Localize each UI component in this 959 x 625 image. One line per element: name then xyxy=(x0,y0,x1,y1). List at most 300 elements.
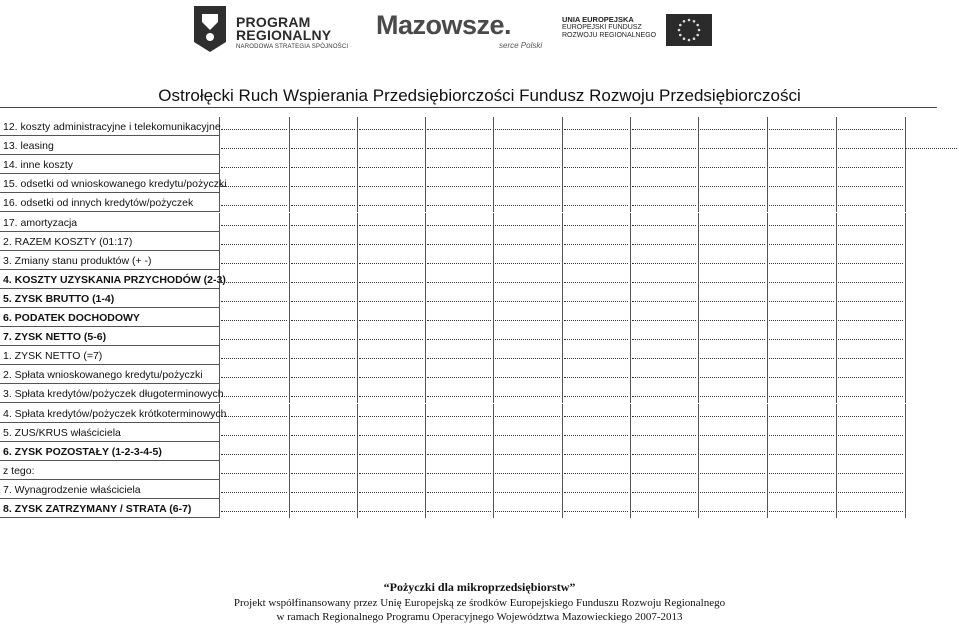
fill-in-cell[interactable] xyxy=(221,225,287,226)
column-divider xyxy=(562,404,563,423)
column-divider xyxy=(767,289,768,308)
fill-in-cell[interactable] xyxy=(769,205,834,206)
column-divider xyxy=(357,117,358,136)
fill-in-cell[interactable] xyxy=(359,186,423,187)
fill-in-cell[interactable] xyxy=(291,301,355,302)
fill-in-cell[interactable] xyxy=(427,167,491,168)
fill-in-cell[interactable] xyxy=(291,454,355,455)
fill-in-cell[interactable] xyxy=(427,511,491,512)
fill-in-cell[interactable] xyxy=(495,454,560,455)
fill-in-cell[interactable] xyxy=(564,263,628,264)
fill-in-cell[interactable] xyxy=(838,282,903,283)
column-divider xyxy=(836,174,837,193)
fill-in-cell[interactable] xyxy=(495,492,560,493)
fill-in-cell[interactable] xyxy=(291,320,355,321)
fill-in-cell[interactable] xyxy=(838,205,903,206)
fill-in-cell[interactable] xyxy=(700,282,765,283)
fill-in-cell[interactable] xyxy=(221,129,287,130)
fill-in-cell[interactable] xyxy=(838,396,903,397)
fill-in-cell[interactable] xyxy=(632,416,696,417)
fill-in-cell[interactable] xyxy=(769,339,834,340)
fill-in-cell[interactable] xyxy=(291,186,355,187)
fill-in-cell[interactable] xyxy=(838,435,903,436)
fill-in-cell[interactable] xyxy=(495,358,560,359)
fill-in-cell[interactable] xyxy=(769,435,834,436)
column-divider xyxy=(493,499,494,518)
program-regionalny-subtitle: NARODOWA STRATEGIA SPÓJNOŚCI xyxy=(236,44,349,50)
fill-in-cell[interactable] xyxy=(495,320,560,321)
fill-in-cell[interactable] xyxy=(221,282,287,283)
fill-in-cell[interactable] xyxy=(291,358,355,359)
fill-in-cell[interactable] xyxy=(221,301,287,302)
column-divider xyxy=(425,384,426,403)
column-divider xyxy=(767,174,768,193)
row-label: 3. Zmiany stanu produktów (+ -) xyxy=(3,254,152,267)
fill-in-cell[interactable] xyxy=(564,377,628,378)
fill-in-cell[interactable] xyxy=(838,377,903,378)
fill-in-cell[interactable] xyxy=(769,167,834,168)
fill-in-cell[interactable] xyxy=(427,492,491,493)
fill-in-cell[interactable] xyxy=(291,244,355,245)
mazowsze-tagline: serce Polski xyxy=(499,41,543,50)
fill-in-cell[interactable] xyxy=(632,396,696,397)
column-divider xyxy=(289,174,290,193)
fill-in-cell[interactable] xyxy=(700,416,765,417)
fill-in-cell[interactable] xyxy=(700,511,765,512)
fill-in-cell[interactable] xyxy=(700,263,765,264)
fill-in-cell[interactable] xyxy=(221,339,287,340)
column-divider xyxy=(562,346,563,365)
row-label: 2. Spłata wnioskowanego kredytu/pożyczki xyxy=(3,369,203,382)
fill-in-cell[interactable] xyxy=(632,129,696,130)
row-label: 4. KOSZTY UZYSKANIA PRZYCHODÓW (2-3) xyxy=(3,273,226,286)
fill-in-cell[interactable] xyxy=(291,435,355,436)
fill-in-cell[interactable] xyxy=(291,377,355,378)
fill-in-cell[interactable] xyxy=(495,435,560,436)
fill-in-cell[interactable] xyxy=(495,167,560,168)
fill-in-cell[interactable] xyxy=(291,225,355,226)
fill-in-cell[interactable] xyxy=(838,511,903,512)
column-divider xyxy=(630,136,631,155)
fill-in-cell[interactable] xyxy=(427,454,491,455)
fill-in-cell[interactable] xyxy=(291,167,355,168)
fill-in-cell[interactable] xyxy=(427,377,491,378)
column-divider xyxy=(905,174,906,193)
fill-in-cell[interactable] xyxy=(838,473,903,474)
column-divider xyxy=(425,117,426,136)
fill-in-cell[interactable] xyxy=(700,454,765,455)
row-label: 4. Spłata kredytów/pożyczek krótkoterminowych xyxy=(3,407,227,420)
fill-in-cell[interactable] xyxy=(359,244,423,245)
column-divider xyxy=(289,346,290,365)
fill-in-cell[interactable] xyxy=(359,416,423,417)
fill-in-cell[interactable] xyxy=(564,205,628,206)
table-row xyxy=(0,232,905,251)
fill-in-cell[interactable] xyxy=(359,396,423,397)
fill-in-cell[interactable] xyxy=(359,358,423,359)
column-divider xyxy=(836,461,837,480)
column-divider xyxy=(289,499,290,518)
fill-in-cell[interactable] xyxy=(769,148,834,149)
fill-in-cell[interactable] xyxy=(564,473,628,474)
column-divider xyxy=(698,499,699,518)
column-divider xyxy=(357,136,358,155)
column-divider xyxy=(562,365,563,384)
fill-in-cell[interactable] xyxy=(838,320,903,321)
fill-in-cell[interactable] xyxy=(632,167,696,168)
fill-in-cell[interactable] xyxy=(495,244,560,245)
fill-in-cell[interactable] xyxy=(359,301,423,302)
fill-in-cell[interactable] xyxy=(769,416,834,417)
fill-in-cell[interactable] xyxy=(495,396,560,397)
fill-in-cell[interactable] xyxy=(564,435,628,436)
fill-in-cell[interactable] xyxy=(495,339,560,340)
fill-in-cell[interactable] xyxy=(632,377,696,378)
fill-in-cell[interactable] xyxy=(221,511,287,512)
fill-in-cell[interactable] xyxy=(632,205,696,206)
fill-in-cell[interactable] xyxy=(359,435,423,436)
fill-in-cell[interactable] xyxy=(700,225,765,226)
fill-in-cell[interactable] xyxy=(564,320,628,321)
fill-in-cell[interactable] xyxy=(221,263,287,264)
column-divider xyxy=(630,442,631,461)
table-row xyxy=(0,499,905,518)
fill-in-cell[interactable] xyxy=(700,148,765,149)
column-divider xyxy=(630,117,631,136)
fill-in-cell[interactable] xyxy=(495,282,560,283)
fill-in-cell[interactable] xyxy=(221,358,287,359)
fill-in-cell[interactable] xyxy=(291,511,355,512)
fill-in-cell[interactable] xyxy=(221,492,287,493)
fill-in-cell[interactable] xyxy=(564,148,628,149)
fill-in-cell[interactable] xyxy=(700,377,765,378)
fill-in-cell[interactable] xyxy=(769,244,834,245)
fill-in-cell[interactable] xyxy=(700,492,765,493)
fill-in-cell[interactable] xyxy=(700,186,765,187)
column-divider xyxy=(630,270,631,289)
overflow-fill-in-cell[interactable] xyxy=(905,148,957,149)
fill-in-cell[interactable] xyxy=(632,492,696,493)
fill-in-cell[interactable] xyxy=(632,511,696,512)
fill-in-cell[interactable] xyxy=(427,416,491,417)
fill-in-cell[interactable] xyxy=(221,205,287,206)
column-divider xyxy=(836,442,837,461)
column-divider xyxy=(905,117,906,136)
column-divider xyxy=(562,136,563,155)
column-divider xyxy=(562,327,563,346)
fill-in-cell[interactable] xyxy=(291,148,355,149)
column-divider xyxy=(836,404,837,423)
fill-in-cell[interactable] xyxy=(564,416,628,417)
column-divider xyxy=(767,270,768,289)
fill-in-cell[interactable] xyxy=(359,205,423,206)
column-divider xyxy=(698,423,699,442)
fill-in-cell[interactable] xyxy=(221,454,287,455)
row-label: 7. ZYSK NETTO (5-6) xyxy=(3,331,107,344)
fill-in-cell[interactable] xyxy=(427,339,491,340)
fill-in-cell[interactable] xyxy=(769,377,834,378)
fill-in-cell[interactable] xyxy=(221,416,287,417)
row-label: 13. leasing xyxy=(3,140,54,153)
table-row xyxy=(0,155,905,174)
fill-in-cell[interactable] xyxy=(291,205,355,206)
fill-in-cell[interactable] xyxy=(427,186,491,187)
column-divider xyxy=(425,346,426,365)
fill-in-cell[interactable] xyxy=(221,473,287,474)
fill-in-cell[interactable] xyxy=(838,129,903,130)
column-divider xyxy=(767,442,768,461)
fill-in-cell[interactable] xyxy=(564,454,628,455)
fill-in-cell[interactable] xyxy=(700,129,765,130)
fill-in-cell[interactable] xyxy=(427,205,491,206)
fill-in-cell[interactable] xyxy=(495,301,560,302)
fill-in-cell[interactable] xyxy=(359,454,423,455)
fill-in-cell[interactable] xyxy=(769,454,834,455)
row-label: 1. ZYSK NETTO (=7) xyxy=(3,350,103,363)
fill-in-cell[interactable] xyxy=(427,282,491,283)
fill-in-cell[interactable] xyxy=(769,358,834,359)
fill-in-cell[interactable] xyxy=(359,511,423,512)
fill-in-cell[interactable] xyxy=(221,396,287,397)
fill-in-cell[interactable] xyxy=(221,320,287,321)
fill-in-cell[interactable] xyxy=(564,511,628,512)
fill-in-cell[interactable] xyxy=(221,186,287,187)
fill-in-cell[interactable] xyxy=(838,167,903,168)
column-divider xyxy=(425,174,426,193)
fill-in-cell[interactable] xyxy=(632,186,696,187)
fill-in-cell[interactable] xyxy=(359,263,423,264)
fill-in-cell[interactable] xyxy=(769,282,834,283)
fill-in-cell[interactable] xyxy=(700,396,765,397)
column-divider xyxy=(357,442,358,461)
fill-in-cell[interactable] xyxy=(221,167,287,168)
fill-in-cell[interactable] xyxy=(221,148,287,149)
column-divider xyxy=(905,480,906,499)
fill-in-cell[interactable] xyxy=(838,339,903,340)
fill-in-cell[interactable] xyxy=(769,320,834,321)
fill-in-cell[interactable] xyxy=(632,244,696,245)
fill-in-cell[interactable] xyxy=(291,339,355,340)
column-divider xyxy=(836,270,837,289)
table-row xyxy=(0,442,905,461)
fill-in-cell[interactable] xyxy=(769,511,834,512)
fill-in-cell[interactable] xyxy=(221,377,287,378)
fill-in-cell[interactable] xyxy=(769,225,834,226)
fill-in-cell[interactable] xyxy=(700,358,765,359)
row-label: 15. odsetki od wnioskowanego kredytu/pożyczki xyxy=(3,178,227,191)
fill-in-cell[interactable] xyxy=(427,244,491,245)
column-divider xyxy=(289,193,290,212)
column-divider xyxy=(630,213,631,232)
fill-in-cell[interactable] xyxy=(632,339,696,340)
fill-in-cell[interactable] xyxy=(700,435,765,436)
fill-in-cell[interactable] xyxy=(838,301,903,302)
fill-in-cell[interactable] xyxy=(564,167,628,168)
fill-in-cell[interactable] xyxy=(427,148,491,149)
row-label: z tego: xyxy=(3,464,35,477)
fill-in-cell[interactable] xyxy=(359,129,423,130)
fill-in-cell[interactable] xyxy=(359,282,423,283)
fill-in-cell[interactable] xyxy=(291,263,355,264)
footer-cofinancing-note: Projekt współfinansowany przez Unię Europejską ze środków Europejskiego Funduszu Rozwoju Regionalnego xyxy=(233,597,726,609)
fill-in-cell[interactable] xyxy=(564,358,628,359)
fill-in-cell[interactable] xyxy=(700,301,765,302)
column-divider xyxy=(630,461,631,480)
column-divider xyxy=(836,423,837,442)
fill-in-cell[interactable] xyxy=(838,358,903,359)
fill-in-cell[interactable] xyxy=(359,148,423,149)
column-divider xyxy=(698,117,699,136)
fill-in-cell[interactable] xyxy=(769,263,834,264)
fill-in-cell[interactable] xyxy=(838,416,903,417)
column-divider xyxy=(698,251,699,270)
fill-in-cell[interactable] xyxy=(632,282,696,283)
column-divider xyxy=(836,117,837,136)
fill-in-cell[interactable] xyxy=(838,492,903,493)
fill-in-cell[interactable] xyxy=(632,148,696,149)
footer-program-note: w ramach Regionalnego Programu Operacyjnego Województwa Mazowieckiego 2007-2013 xyxy=(276,611,683,623)
fill-in-cell[interactable] xyxy=(838,186,903,187)
column-divider xyxy=(905,251,906,270)
fill-in-cell[interactable] xyxy=(769,492,834,493)
fill-in-cell[interactable] xyxy=(632,301,696,302)
fill-in-cell[interactable] xyxy=(495,186,560,187)
fill-in-cell[interactable] xyxy=(564,186,628,187)
fill-in-cell[interactable] xyxy=(291,492,355,493)
fill-in-cell[interactable] xyxy=(359,320,423,321)
column-divider xyxy=(698,289,699,308)
fill-in-cell[interactable] xyxy=(700,244,765,245)
fill-in-cell[interactable] xyxy=(221,435,287,436)
column-divider xyxy=(836,193,837,212)
column-divider xyxy=(698,327,699,346)
column-divider xyxy=(836,289,837,308)
fill-in-cell[interactable] xyxy=(291,282,355,283)
fill-in-cell[interactable] xyxy=(427,263,491,264)
fill-in-cell[interactable] xyxy=(564,396,628,397)
fill-in-cell[interactable] xyxy=(359,473,423,474)
fill-in-cell[interactable] xyxy=(700,167,765,168)
fill-in-cell[interactable] xyxy=(769,473,834,474)
fill-in-cell[interactable] xyxy=(838,148,903,149)
eu-logo-text: UNIA EUROPEJSKA EUROPEJSKI FUNDUSZ ROZWOJU REGIONALNEGO xyxy=(562,15,657,39)
column-divider xyxy=(425,365,426,384)
fill-in-cell[interactable] xyxy=(291,129,355,130)
fill-in-cell[interactable] xyxy=(769,186,834,187)
fill-in-cell[interactable] xyxy=(564,282,628,283)
column-divider xyxy=(289,423,290,442)
column-divider xyxy=(562,155,563,174)
column-divider xyxy=(357,404,358,423)
fill-in-cell[interactable] xyxy=(427,129,491,130)
fill-in-cell[interactable] xyxy=(495,263,560,264)
column-divider xyxy=(698,174,699,193)
fill-in-cell[interactable] xyxy=(495,205,560,206)
column-divider xyxy=(289,308,290,327)
fill-in-cell[interactable] xyxy=(564,129,628,130)
fill-in-cell[interactable] xyxy=(221,244,287,245)
fill-in-cell[interactable] xyxy=(359,167,423,168)
column-divider xyxy=(698,480,699,499)
fill-in-cell[interactable] xyxy=(769,301,834,302)
fill-in-cell[interactable] xyxy=(291,396,355,397)
fill-in-cell[interactable] xyxy=(632,225,696,226)
column-divider xyxy=(425,289,426,308)
fill-in-cell[interactable] xyxy=(495,148,560,149)
fill-in-cell[interactable] xyxy=(769,396,834,397)
fill-in-cell[interactable] xyxy=(427,225,491,226)
fill-in-cell[interactable] xyxy=(427,358,491,359)
fill-in-cell[interactable] xyxy=(427,396,491,397)
fill-in-cell[interactable] xyxy=(632,454,696,455)
column-divider xyxy=(767,365,768,384)
table-row xyxy=(0,365,905,384)
fill-in-cell[interactable] xyxy=(700,339,765,340)
fill-in-cell[interactable] xyxy=(495,473,560,474)
fill-in-cell[interactable] xyxy=(495,416,560,417)
column-divider xyxy=(493,423,494,442)
fill-in-cell[interactable] xyxy=(632,473,696,474)
column-divider xyxy=(905,384,906,403)
column-divider xyxy=(289,136,290,155)
column-divider xyxy=(289,289,290,308)
column-divider xyxy=(630,384,631,403)
fill-in-cell[interactable] xyxy=(359,492,423,493)
fill-in-cell[interactable] xyxy=(838,225,903,226)
fill-in-cell[interactable] xyxy=(564,301,628,302)
column-divider xyxy=(357,346,358,365)
fill-in-cell[interactable] xyxy=(632,435,696,436)
fill-in-cell[interactable] xyxy=(632,263,696,264)
fill-in-cell[interactable] xyxy=(838,244,903,245)
fill-in-cell[interactable] xyxy=(564,339,628,340)
fill-in-cell[interactable] xyxy=(427,320,491,321)
fill-in-cell[interactable] xyxy=(359,377,423,378)
fill-in-cell[interactable] xyxy=(291,473,355,474)
column-divider xyxy=(836,251,837,270)
fill-in-cell[interactable] xyxy=(700,320,765,321)
fill-in-cell[interactable] xyxy=(838,263,903,264)
fill-in-cell[interactable] xyxy=(495,129,560,130)
fill-in-cell[interactable] xyxy=(769,129,834,130)
title-divider xyxy=(0,107,937,108)
fill-in-cell[interactable] xyxy=(700,205,765,206)
fill-in-cell[interactable] xyxy=(700,473,765,474)
column-divider xyxy=(425,270,426,289)
fill-in-cell[interactable] xyxy=(427,435,491,436)
fill-in-cell[interactable] xyxy=(495,225,560,226)
fill-in-cell[interactable] xyxy=(291,416,355,417)
fill-in-cell[interactable] xyxy=(359,339,423,340)
fill-in-cell[interactable] xyxy=(495,511,560,512)
fill-in-cell[interactable] xyxy=(427,301,491,302)
fill-in-cell[interactable] xyxy=(632,320,696,321)
fill-in-cell[interactable] xyxy=(838,454,903,455)
row-label: 3. Spłata kredytów/pożyczek długoterminowych xyxy=(3,388,224,401)
column-divider xyxy=(289,117,290,136)
fill-in-cell[interactable] xyxy=(359,225,423,226)
fill-in-cell[interactable] xyxy=(427,473,491,474)
column-divider xyxy=(767,346,768,365)
fill-in-cell[interactable] xyxy=(564,244,628,245)
fill-in-cell[interactable] xyxy=(632,358,696,359)
column-divider xyxy=(836,346,837,365)
column-divider xyxy=(493,346,494,365)
fill-in-cell[interactable] xyxy=(564,492,628,493)
fill-in-cell[interactable] xyxy=(495,377,560,378)
column-divider xyxy=(767,499,768,518)
fill-in-cell[interactable] xyxy=(564,225,628,226)
